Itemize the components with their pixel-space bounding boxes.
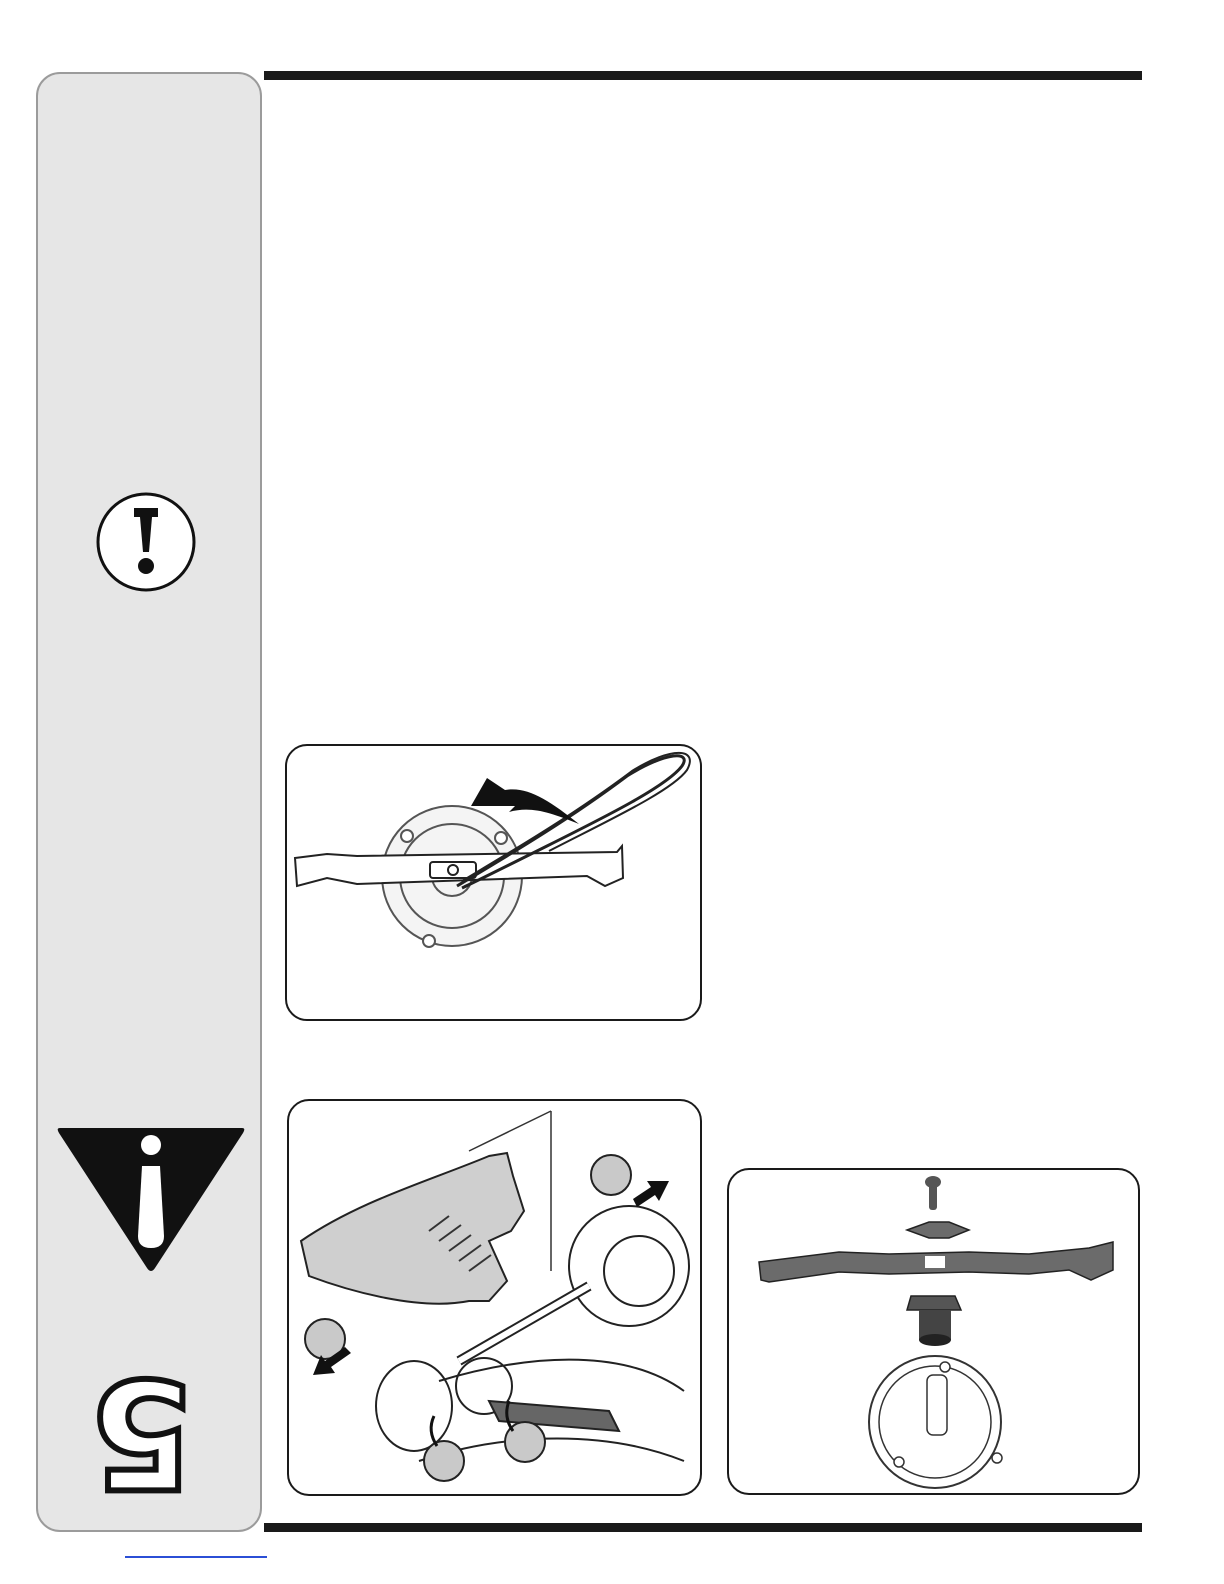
top-rule	[264, 71, 1142, 80]
blade-exploded-icon	[729, 1170, 1140, 1495]
info-warning-icon	[54, 1124, 248, 1274]
blade-assembly-figure	[727, 1168, 1140, 1495]
important-notice-icon	[94, 490, 198, 594]
sidebar-panel	[36, 72, 262, 1532]
deck-cover-removal-figure	[287, 1099, 702, 1496]
belt-removal-figure	[285, 744, 702, 1021]
belt-and-blade-icon	[287, 746, 702, 1021]
deck-assembly-icon	[289, 1101, 702, 1496]
footer-link-underline[interactable]	[125, 1556, 267, 1558]
chapter-number: 5	[89, 1345, 194, 1519]
bottom-rule	[264, 1523, 1142, 1532]
